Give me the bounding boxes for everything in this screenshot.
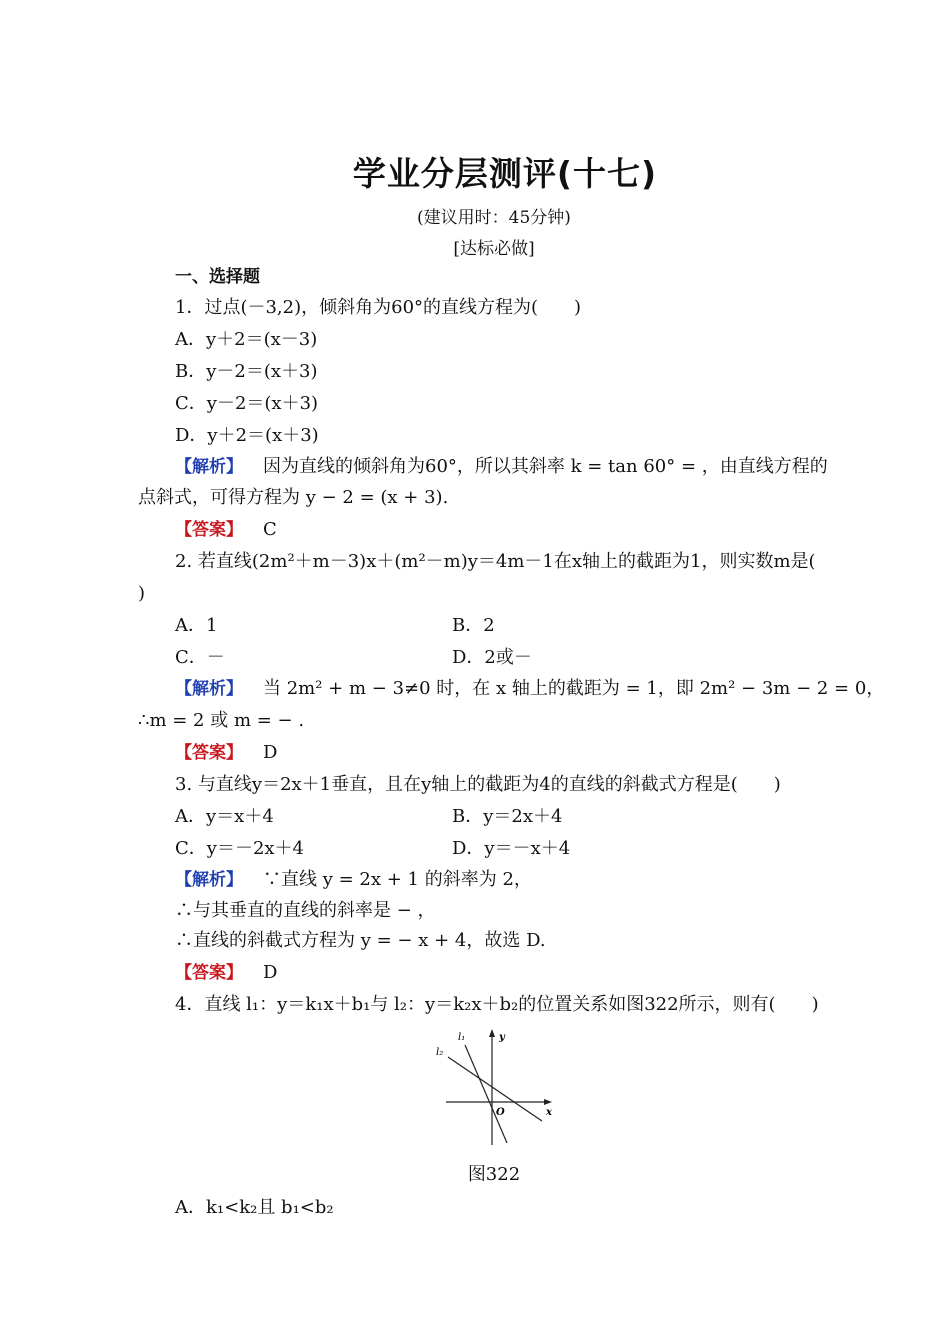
- analysis-tag: 【解析】: [175, 679, 243, 699]
- answer-tag: 【答案】: [175, 963, 243, 983]
- q3-analysis-line3: ∴直线的斜截式方程为 y = − x + 4，故选 D.: [175, 930, 546, 951]
- q3-answer: [175, 961, 277, 985]
- analysis-tag: 【解析】: [175, 457, 243, 477]
- q4-option-a: A．k₁<k₂且 b₁<b₂: [175, 1197, 334, 1218]
- q2-option-a: A．1: [175, 615, 218, 636]
- q2-answer: [175, 741, 277, 765]
- q4-stem: 4．直线 l₁：y＝k₁x＋b₁与 l₂：y＝k₂x＋b₂的位置关系如图322所示，则有( ): [175, 994, 819, 1015]
- q2-analysis-text: 当 2m² + m − 3≠0 时，在 x 轴上的截距为 = 1，即 2m² − 3m − 2 = 0，: [263, 678, 885, 699]
- q3-analysis: [175, 868, 532, 892]
- line-l2: [448, 1057, 542, 1121]
- q1-analysis: [175, 455, 828, 479]
- level-label: [达标必做]: [453, 239, 535, 259]
- q1-option-b: B．y－2＝(x＋3): [175, 361, 318, 382]
- q1-option-a: A．y＋2＝(x－3): [175, 329, 318, 350]
- q2-answer-value: D: [263, 742, 278, 763]
- answer-tag: 【答案】: [175, 743, 243, 763]
- q3-option-b: B．y＝2x＋4: [452, 806, 563, 827]
- label-l2: l₂: [436, 1047, 444, 1058]
- q3-answer-value: D: [263, 962, 278, 983]
- q1-answer-value: C: [263, 519, 277, 540]
- label-l1: l₁: [458, 1032, 466, 1043]
- time-note: (建议用时：45分钟): [417, 208, 571, 228]
- q3-option-d: D．y＝－x＋4: [452, 838, 571, 859]
- q3-analysis-line2: ∴与其垂直的直线的斜率是 − ，: [175, 900, 436, 921]
- q3-stem: 3. 与直线y＝2x＋1垂直，且在y轴上的截距为4的直线的斜截式方程是( ): [175, 774, 781, 795]
- q2-stem-line2: ): [138, 583, 146, 604]
- q1-option-c: C．y－2＝(x＋3): [175, 393, 319, 414]
- q3-option-a: A．y＝x＋4: [175, 806, 274, 827]
- y-axis-arrow: [489, 1029, 495, 1037]
- answer-tag: 【答案】: [175, 520, 243, 540]
- figure-caption: 图322: [467, 1164, 521, 1185]
- q2-analysis-line2: ∴m = 2 或 m = − .: [138, 710, 305, 731]
- q2-option-d: D．2或－: [452, 647, 532, 668]
- q3-analysis-text: ∵直线 y = 2x + 1 的斜率为 2，: [263, 869, 532, 890]
- q1-option-d: D．y＋2＝(x＋3): [175, 425, 319, 446]
- page-title: 学业分层测评(十七): [352, 154, 658, 193]
- q1-analysis-line2: 点斜式，可得方程为 y − 2 = (x + 3).: [138, 487, 449, 508]
- q1-stem: 1．过点(－3,2)，倾斜角为60°的直线方程为( ): [175, 297, 582, 318]
- x-axis-arrow: [544, 1099, 552, 1105]
- q1-answer: [175, 518, 277, 542]
- q2-option-c: C．－: [175, 647, 225, 668]
- label-x: x: [546, 1107, 552, 1118]
- line-l1: [465, 1045, 507, 1143]
- label-origin: O: [496, 1107, 505, 1118]
- analysis-tag: 【解析】: [175, 870, 243, 890]
- q3-option-c: C．y＝－2x＋4: [175, 838, 304, 859]
- q2-analysis: [175, 677, 884, 701]
- q2-option-b: B．2: [452, 615, 495, 636]
- line-position-figure: [430, 1025, 560, 1150]
- section-heading: 一、选择题: [175, 267, 260, 287]
- label-y: y: [499, 1032, 505, 1043]
- q1-analysis-text: 因为直线的倾斜角为60°，所以其斜率 k = tan 60° = ，由直线方程的: [263, 456, 828, 477]
- q2-stem: 2. 若直线(2m²＋m－3)x＋(m²－m)y＝4m－1在x轴上的截距为1，则实数m是(: [175, 551, 816, 572]
